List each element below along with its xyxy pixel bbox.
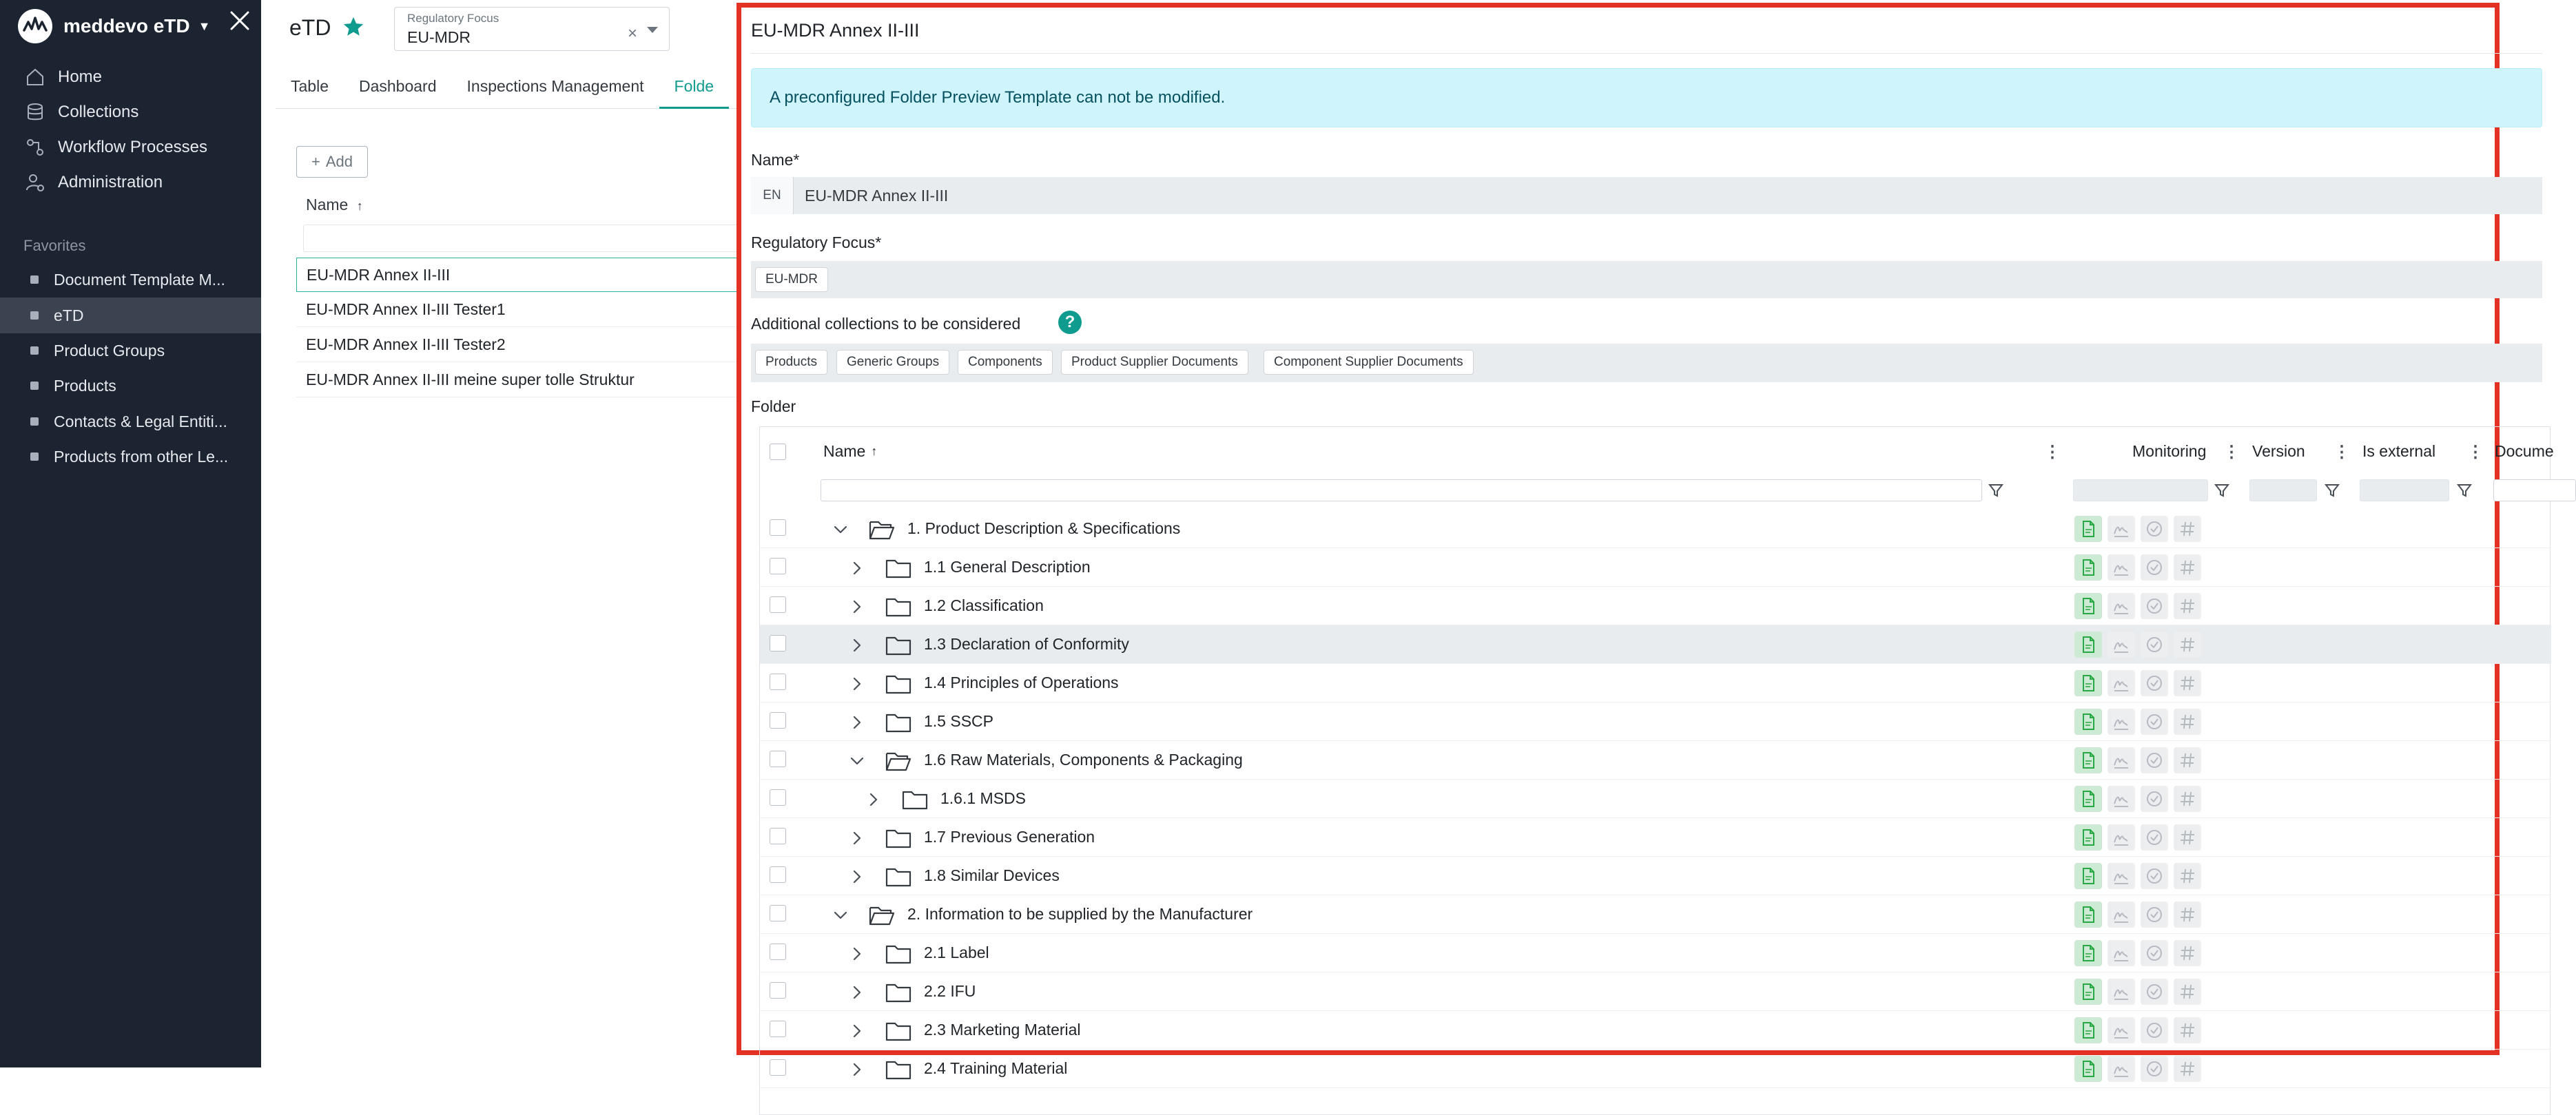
folder-icon [885, 1019, 911, 1041]
close-sidebar-icon[interactable] [226, 7, 254, 34]
folder-open-icon [869, 904, 895, 926]
name-field [751, 177, 2542, 214]
check-circle-icon[interactable] [2141, 940, 2168, 966]
table-row[interactable] [760, 818, 2551, 857]
table-row[interactable] [760, 587, 2551, 625]
signature-icon[interactable] [2108, 1056, 2135, 1082]
favorite-item-active[interactable] [0, 298, 261, 333]
help-icon[interactable]: ? [1058, 311, 1082, 334]
tab-table[interactable]: Table [291, 77, 329, 95]
chevron-right-icon[interactable] [849, 676, 865, 691]
chevron-right-icon[interactable] [849, 869, 865, 884]
folder-name: 1.6.1 MSDS [940, 789, 1026, 807]
hash-icon[interactable] [2174, 593, 2201, 619]
row-checkbox[interactable] [770, 1059, 786, 1076]
signature-icon[interactable] [2108, 1017, 2135, 1043]
signature-icon[interactable] [2108, 632, 2135, 658]
filter-icon[interactable] [2456, 482, 2473, 499]
brand-name: meddevo eTD [63, 15, 190, 37]
regulatory-focus-value: EU-MDR [407, 28, 471, 46]
row-checkbox[interactable] [770, 558, 786, 574]
tab-folder[interactable]: Folde [659, 69, 730, 109]
hash-icon[interactable] [2174, 554, 2201, 581]
folder-name: 2.1 Label [924, 944, 989, 961]
grid-header-version[interactable]: Version [2252, 441, 2305, 460]
document-icon[interactable] [2074, 940, 2102, 966]
column-menu-icon[interactable]: ⋮ [2044, 443, 2061, 461]
favorite-label: Product Groups [54, 341, 165, 359]
check-circle-icon[interactable] [2141, 516, 2168, 542]
nav-workflow-processes[interactable] [25, 132, 207, 163]
document-icon[interactable] [2074, 632, 2102, 658]
row-checkbox[interactable] [770, 789, 786, 806]
table-row[interactable] [760, 510, 2551, 548]
row-checkbox[interactable] [770, 905, 786, 921]
filter-icon[interactable] [1988, 482, 2004, 499]
list-column-header-name[interactable] [306, 196, 363, 214]
workflow-icon [25, 137, 45, 158]
language-badge: EN [751, 177, 794, 214]
folder-icon [885, 672, 911, 694]
favorite-item[interactable] [0, 262, 261, 298]
tab-bar [276, 69, 744, 109]
check-circle-icon[interactable] [2141, 979, 2168, 1005]
check-circle-icon[interactable] [2141, 593, 2168, 619]
list-item[interactable]: EU-MDR Annex II-III Tester1 [296, 293, 751, 327]
document-filter-input[interactable] [2493, 479, 2576, 501]
folder-label: Folder [751, 397, 796, 415]
chevron-right-icon[interactable] [849, 638, 865, 653]
folder-icon [885, 556, 911, 579]
chevron-right-icon[interactable] [849, 985, 865, 1000]
row-checkbox[interactable] [770, 674, 786, 690]
hash-icon[interactable] [2174, 1017, 2201, 1043]
brand-caret-icon: ▼ [198, 19, 211, 33]
folder-icon [885, 865, 911, 887]
column-menu-icon[interactable]: ⋮ [2467, 443, 2484, 461]
favorites-heading: Favorites [23, 237, 86, 254]
check-circle-icon[interactable] [2141, 554, 2168, 581]
document-icon[interactable] [2074, 593, 2102, 619]
regulatory-focus-select[interactable] [394, 7, 670, 51]
sort-asc-icon: ↑ [871, 444, 878, 458]
collection-chip: Products [755, 350, 827, 375]
folder-name: 1.5 SSCP [924, 712, 993, 730]
signature-icon[interactable] [2108, 940, 2135, 966]
hash-icon[interactable] [2174, 979, 2201, 1005]
folder-open-icon [869, 518, 895, 540]
database-icon [25, 102, 45, 123]
folder-name: 1.3 Declaration of Conformity [924, 635, 1129, 653]
folder-name: 1.2 Classification [924, 596, 1044, 614]
collection-chip: Component Supplier Documents [1264, 350, 1474, 375]
detail-title: EU-MDR Annex II-III [751, 20, 920, 41]
plus-icon: + [311, 153, 320, 170]
detail-panel [736, 3, 2554, 1077]
list-filter-input[interactable] [303, 225, 744, 252]
document-icon[interactable] [2074, 786, 2102, 812]
tab-inspections-management[interactable]: Inspections Management [466, 77, 644, 95]
folder-name: 2.4 Training Material [924, 1059, 1068, 1077]
nav-workflow-label: Workflow Processes [58, 138, 207, 156]
user-gear-icon [25, 172, 45, 193]
table-row[interactable] [760, 895, 2551, 934]
document-icon[interactable] [2074, 824, 2102, 851]
additional-collections-label: Additional collections to be considered [751, 315, 1021, 333]
page-title: eTD [289, 15, 331, 40]
regulatory-focus-label: Regulatory Focus [407, 12, 499, 25]
regulatory-focus-chip: EU-MDR [755, 267, 828, 292]
column-menu-icon[interactable]: ⋮ [2333, 443, 2350, 461]
name-value: EU-MDR Annex II-III [805, 187, 949, 205]
chevron-down-icon[interactable] [833, 522, 848, 537]
hash-icon[interactable] [2174, 786, 2201, 812]
list-item[interactable]: EU-MDR Annex II-III meine super tolle Struktur [296, 363, 751, 397]
grid-header-is-external[interactable]: Is external [2362, 441, 2436, 460]
favorite-label: Products [54, 376, 116, 395]
document-icon[interactable] [2074, 670, 2102, 696]
row-checkbox[interactable] [770, 944, 786, 960]
favorite-dot-icon [30, 382, 39, 390]
favorite-dot-icon [30, 346, 39, 355]
favorite-item[interactable] [0, 368, 261, 404]
row-checkbox[interactable] [770, 828, 786, 844]
nav-home[interactable] [25, 62, 102, 92]
collection-chip: Components [958, 350, 1053, 375]
nav-home-label: Home [58, 67, 103, 86]
name-filter-input[interactable] [821, 479, 1982, 501]
grid-header-name[interactable] [823, 427, 877, 475]
hash-icon[interactable] [2174, 824, 2201, 851]
nav-administration-label: Administration [58, 173, 163, 191]
select-all-checkbox[interactable] [770, 444, 786, 460]
folder-icon [885, 595, 911, 617]
add-button[interactable] [296, 146, 368, 178]
chevron-down-icon[interactable] [849, 753, 865, 769]
row-checkbox[interactable] [770, 982, 786, 999]
nav-collections[interactable] [25, 97, 138, 127]
signature-icon[interactable] [2108, 747, 2135, 773]
folder-name: 1.4 Principles of Operations [924, 674, 1119, 691]
folder-icon [885, 711, 911, 733]
grid-header-document[interactable]: Docume [2495, 441, 2554, 460]
folder-name: 1.6 Raw Materials, Components & Packaging [924, 751, 1243, 769]
chevron-right-icon[interactable] [849, 599, 865, 614]
folder-icon [885, 942, 911, 964]
table-row[interactable] [760, 625, 2551, 664]
folder-icon [885, 981, 911, 1003]
folder-name: 1. Product Description & Specifications [907, 519, 1181, 537]
signature-icon[interactable] [2108, 709, 2135, 735]
folder-icon [885, 826, 911, 848]
folder-name: 2.3 Marketing Material [924, 1021, 1081, 1039]
check-circle-icon[interactable] [2141, 863, 2168, 889]
monitoring-filter-input [2073, 479, 2208, 501]
favorite-item[interactable] [0, 404, 261, 439]
signature-icon[interactable] [2108, 824, 2135, 851]
list-item[interactable]: EU-MDR Annex II-III Tester2 [296, 328, 751, 362]
hash-icon[interactable] [2174, 670, 2201, 696]
signature-icon[interactable] [2108, 554, 2135, 581]
hash-icon[interactable] [2174, 1056, 2201, 1082]
folder-open-icon [885, 749, 911, 771]
list-column-header-label: Name [306, 196, 349, 213]
document-icon[interactable] [2074, 554, 2102, 581]
favorite-dot-icon [30, 417, 39, 426]
check-circle-icon[interactable] [2141, 1017, 2168, 1043]
favorite-label: eTD [54, 306, 84, 324]
chevron-down-icon[interactable] [833, 908, 848, 923]
hash-icon[interactable] [2174, 516, 2201, 542]
folder-icon [885, 1058, 911, 1080]
grid-header-monitoring[interactable]: Monitoring [2132, 441, 2207, 460]
chevron-right-icon[interactable] [849, 561, 865, 576]
additional-collections-field [751, 344, 2542, 382]
chevron-right-icon[interactable] [849, 1062, 865, 1077]
check-circle-icon[interactable] [2141, 1056, 2168, 1082]
table-row[interactable] [760, 702, 2551, 741]
table-row[interactable] [760, 741, 2551, 780]
document-icon[interactable] [2074, 863, 2102, 889]
folder-name: 1.8 Similar Devices [924, 866, 1060, 884]
folder-icon [885, 634, 911, 656]
check-circle-icon[interactable] [2141, 786, 2168, 812]
favorite-dot-icon [30, 452, 39, 461]
check-circle-icon[interactable] [2141, 824, 2168, 851]
hash-icon[interactable] [2174, 902, 2201, 928]
clear-icon[interactable]: × [627, 24, 637, 43]
document-icon[interactable] [2074, 516, 2102, 542]
nav-administration[interactable] [25, 167, 163, 198]
hash-icon[interactable] [2174, 709, 2201, 735]
chevron-down-icon[interactable] [647, 27, 658, 33]
folder-name: 2.2 IFU [924, 982, 976, 1000]
chevron-right-icon[interactable] [849, 831, 865, 846]
add-button-label: Add [325, 153, 353, 170]
favorite-label: Products from other Le... [54, 447, 229, 466]
name-label: Name* [751, 151, 800, 169]
column-menu-icon[interactable]: ⋮ [2223, 443, 2240, 461]
signature-icon[interactable] [2108, 786, 2135, 812]
divider [751, 53, 2542, 54]
hash-icon[interactable] [2174, 863, 2201, 889]
regulatory-focus-field-label: Regulatory Focus* [751, 233, 882, 251]
chevron-right-icon[interactable] [866, 792, 881, 807]
check-circle-icon[interactable] [2141, 670, 2168, 696]
sidebar [0, 0, 261, 1067]
document-icon[interactable] [2074, 979, 2102, 1005]
document-icon[interactable] [2074, 709, 2102, 735]
row-checkbox[interactable] [770, 596, 786, 613]
filter-icon[interactable] [2214, 482, 2230, 499]
favorite-item[interactable] [0, 333, 261, 368]
signature-icon[interactable] [2108, 593, 2135, 619]
table-row[interactable] [760, 857, 2551, 895]
chevron-right-icon[interactable] [849, 1023, 865, 1039]
sort-asc-icon: ↑ [356, 199, 363, 213]
folder-grid [759, 426, 2554, 1115]
tab-dashboard[interactable]: Dashboard [358, 77, 437, 95]
row-checkbox[interactable] [770, 751, 786, 767]
grid-header-name-label: Name [823, 441, 866, 460]
collection-chip: Product Supplier Documents [1061, 350, 1248, 375]
folder-name: 2. Information to be supplied by the Manufacturer [907, 905, 1253, 923]
document-icon[interactable] [2074, 902, 2102, 928]
brand-switcher[interactable] [18, 6, 210, 47]
check-circle-icon[interactable] [2141, 709, 2168, 735]
list-item[interactable]: EU-MDR Annex II-III [296, 258, 751, 292]
signature-icon[interactable] [2108, 863, 2135, 889]
signature-icon[interactable] [2108, 902, 2135, 928]
favorite-dot-icon [30, 311, 39, 320]
collection-chip: Generic Groups [836, 350, 949, 375]
hash-icon[interactable] [2174, 632, 2201, 658]
favorite-star-icon[interactable] [342, 15, 365, 39]
filter-icon[interactable] [2324, 482, 2340, 499]
signature-icon[interactable] [2108, 979, 2135, 1005]
table-row[interactable] [760, 934, 2551, 972]
row-checkbox[interactable] [770, 866, 786, 883]
row-checkbox[interactable] [770, 635, 786, 652]
hash-icon[interactable] [2174, 940, 2201, 966]
folder-name: 1.7 Previous Generation [924, 828, 1095, 846]
nav-collections-label: Collections [58, 103, 139, 121]
check-circle-icon[interactable] [2141, 747, 2168, 773]
document-icon[interactable] [2074, 1056, 2102, 1082]
table-row[interactable] [760, 664, 2551, 702]
favorite-dot-icon [30, 275, 39, 284]
table-row[interactable] [760, 1011, 2551, 1050]
signature-icon[interactable] [2108, 670, 2135, 696]
row-checkbox[interactable] [770, 519, 786, 536]
info-notice: A preconfigured Folder Preview Template can not be modified. [751, 68, 2542, 127]
row-checkbox[interactable] [770, 712, 786, 729]
version-filter-input [2249, 479, 2317, 501]
row-checkbox[interactable] [770, 1021, 786, 1037]
favorite-label: Contacts & Legal Entiti... [54, 412, 227, 430]
home-icon [25, 67, 45, 87]
folder-name: 1.1 General Description [924, 558, 1091, 576]
hash-icon[interactable] [2174, 747, 2201, 773]
favorite-item[interactable] [0, 439, 261, 475]
document-icon[interactable] [2074, 1017, 2102, 1043]
document-icon[interactable] [2074, 747, 2102, 773]
favorite-label: Document Template M... [54, 270, 225, 289]
brand-logo-icon [18, 9, 52, 43]
table-row[interactable] [760, 972, 2551, 1011]
signature-icon[interactable] [2108, 516, 2135, 542]
table-row[interactable] [760, 548, 2551, 587]
check-circle-icon[interactable] [2141, 632, 2168, 658]
is-external-filter-input [2360, 479, 2449, 501]
regulatory-focus-field [751, 261, 2542, 298]
table-row[interactable] [760, 1050, 2551, 1088]
table-row[interactable] [760, 780, 2551, 818]
folder-icon [902, 788, 928, 810]
check-circle-icon[interactable] [2141, 902, 2168, 928]
chevron-right-icon[interactable] [849, 715, 865, 730]
chevron-right-icon[interactable] [849, 946, 865, 961]
